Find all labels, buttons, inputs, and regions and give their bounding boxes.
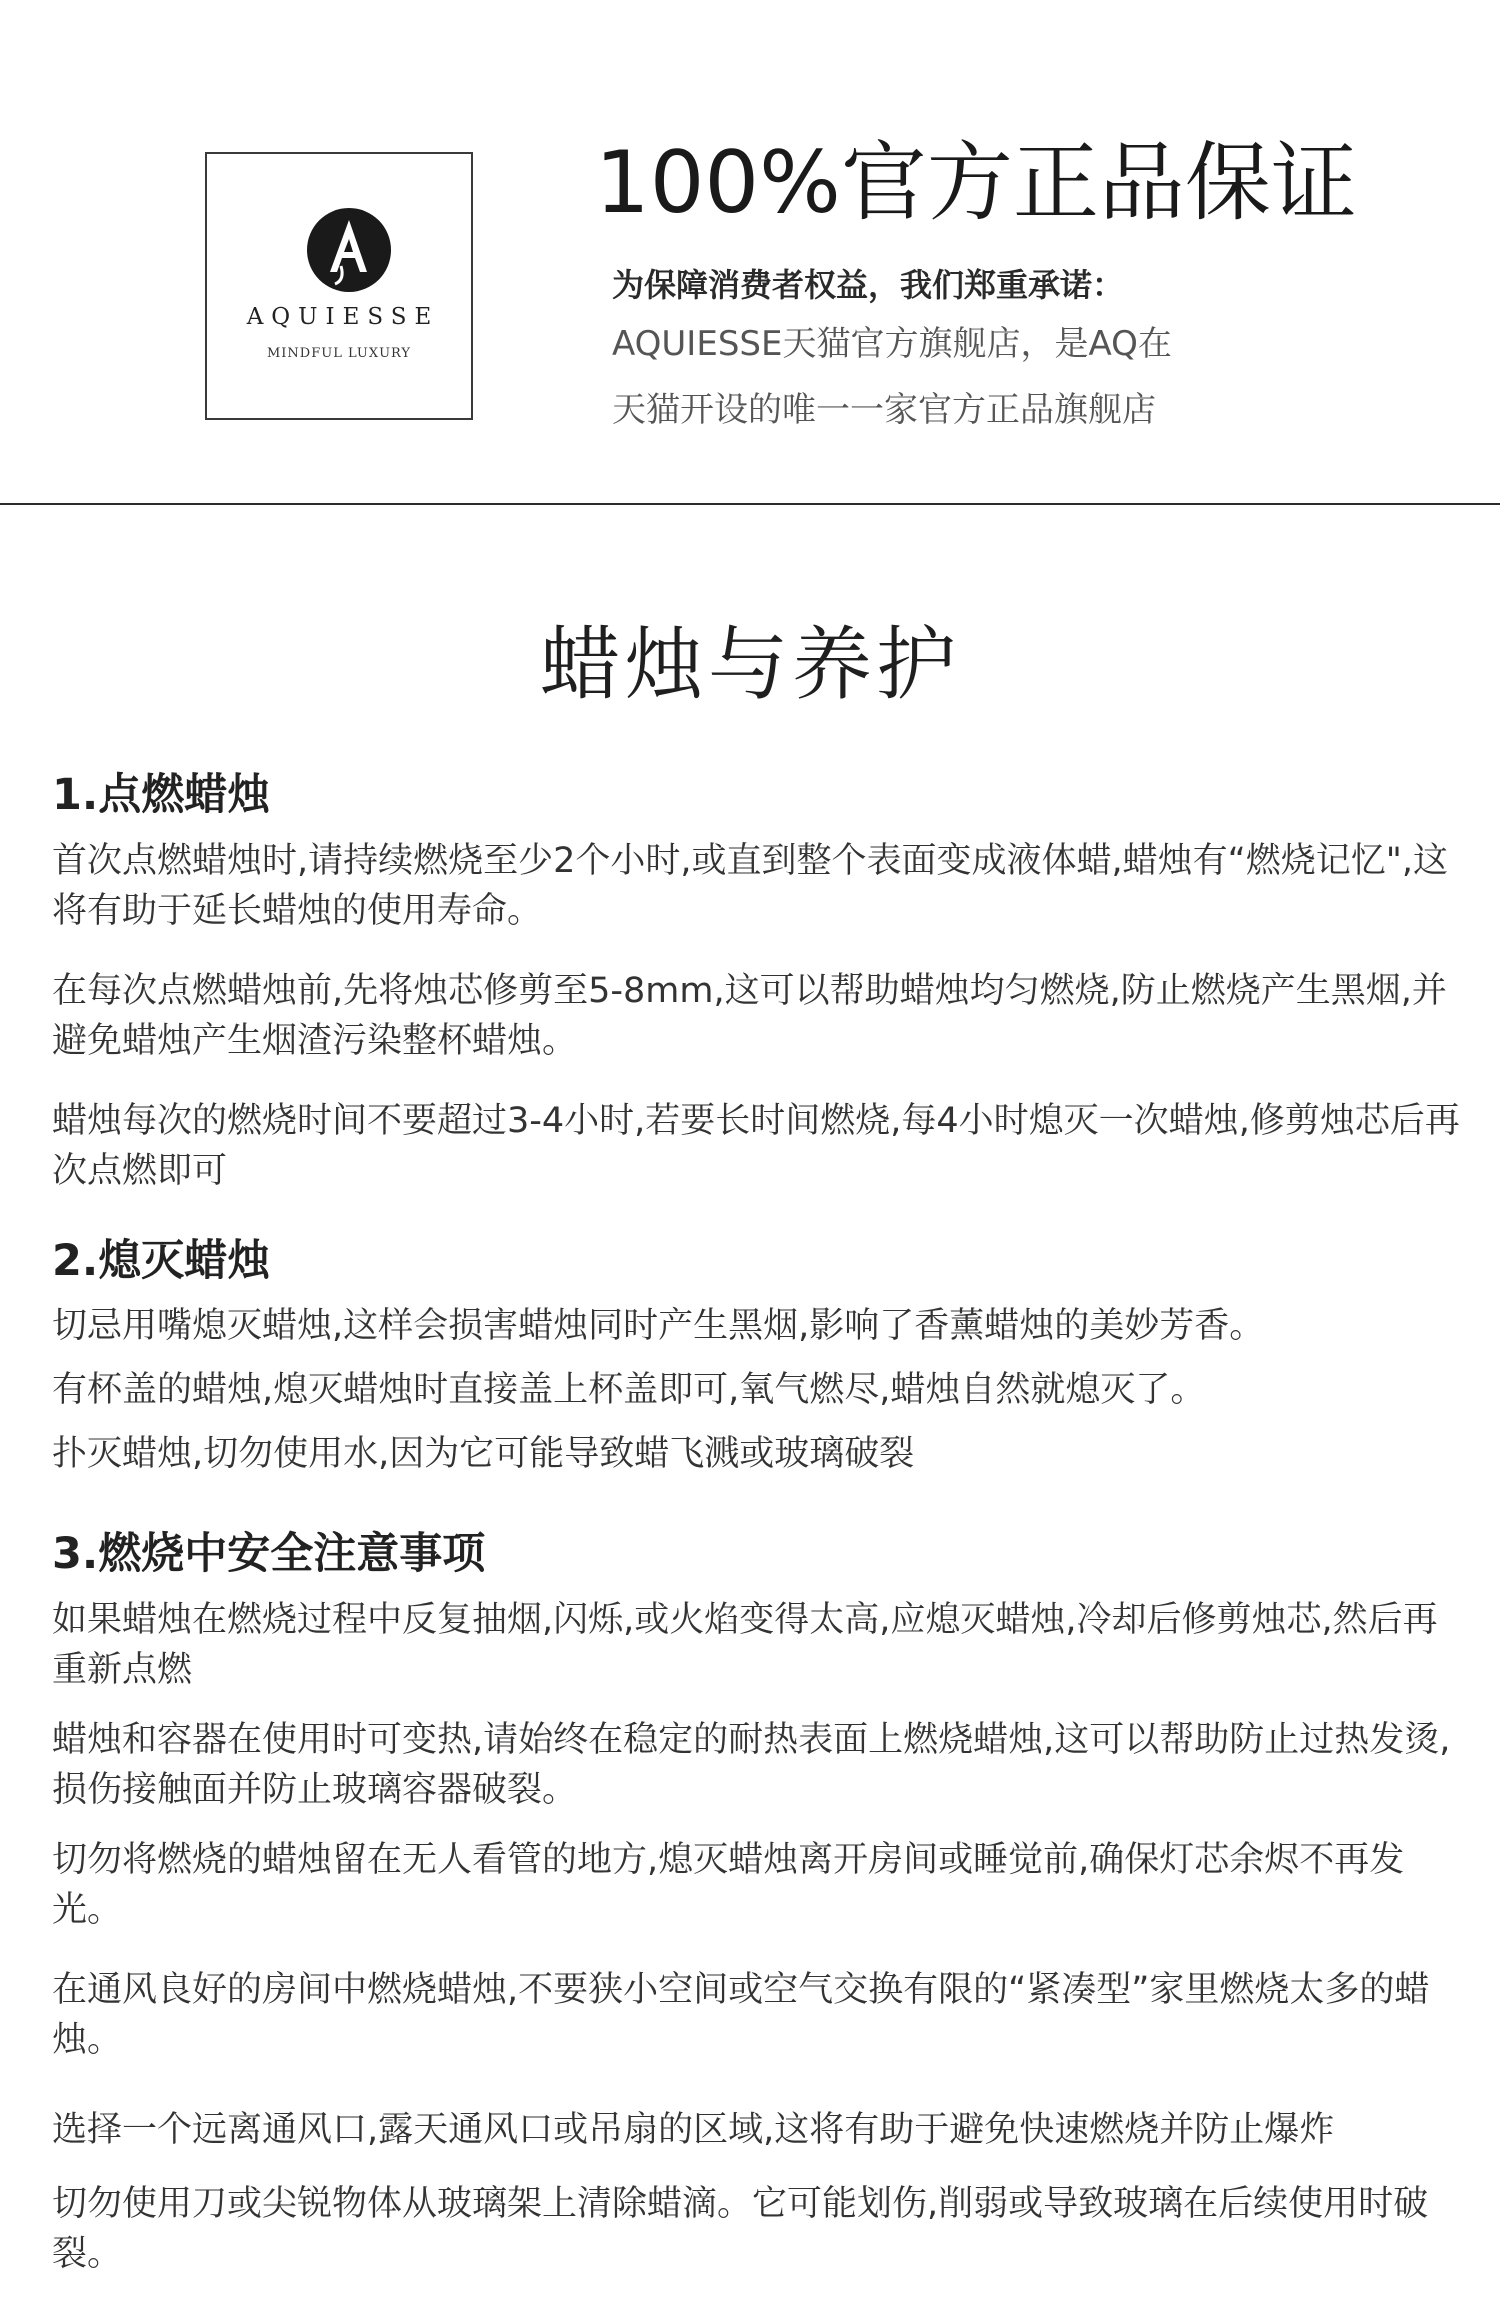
care-content: [52, 770, 1462, 2279]
paragraph: 如果蜡烛在燃烧过程中反复抽烟,闪烁,或火焰变得太高,应熄灭蜡烛,冷却后修剪烛芯,然后再重新点燃: [52, 1599, 1438, 1690]
header-divider: [0, 503, 1500, 505]
section-heading-extinguish: 2.熄灭蜡烛: [52, 1235, 271, 1286]
paragraph: 扑灭蜡烛,切勿使用水,因为它可能导致蜡飞溅或玻璃破裂: [52, 1434, 915, 1475]
section-heading-light: 1.点燃蜡烛: [52, 770, 271, 820]
brand-name: AQUIESSE: [246, 304, 440, 330]
paragraph: 蜡烛每次的燃烧时间不要超过3-4小时,若要长时间燃烧,每4小时熄灭一次蜡烛,修剪烛芯后再次点燃即可: [52, 1100, 1460, 1191]
guarantee-title: 100%官方正品保证: [595, 133, 1357, 233]
guarantee-subtitle: 为保障消费者权益，我们郑重承诺：: [612, 266, 1125, 304]
guarantee-line-1: AQUIESSE天猫官方旗舰店，是AQ在: [612, 324, 1172, 364]
page-title: 蜡烛与养护: [540, 618, 960, 711]
paragraph: 切勿将燃烧的蜡烛留在无人看管的地方,熄灭蜡烛离开房间或睡觉前,确保灯芯余烬不再发光。: [52, 1839, 1405, 1930]
guarantee-line-2: 天猫开设的唯一一家官方正品旗舰店: [612, 390, 1156, 430]
paragraph: 切勿使用刀或尖锐物体从玻璃架上清除蜡滴。它可能划伤,削弱或导致玻璃在后续使用时破裂。: [52, 2183, 1429, 2274]
paragraph: 有杯盖的蜡烛,熄灭蜡烛时直接盖上杯盖即可,氧气燃尽,蜡烛自然就熄灭了。: [52, 1370, 1206, 1411]
brand-logo-icon: [305, 206, 393, 294]
paragraph: 切忌用嘴熄灭蜡烛,这样会损害蜡烛同时产生黑烟,影响了香薰蜡烛的美妙芳香。: [52, 1306, 1265, 1347]
paragraph: 在通风良好的房间中燃烧蜡烛,不要狭小空间或空气交换有限的“紧凑型”家里燃烧太多的蜡烛。: [52, 1969, 1430, 2060]
paragraph: 首次点燃蜡烛时,请持续燃烧至少2个小时,或直到整个表面变成液体蜡,蜡烛有“燃烧记忆",这将有助于延长蜡烛的使用寿命。: [52, 840, 1449, 931]
paragraph: 选择一个远离通风口,露天通风口或吊扇的区域,这将有助于避免快速燃烧并防止爆炸: [52, 2109, 1335, 2150]
paragraph: 在每次点燃蜡烛前,先将烛芯修剪至5-8mm,这可以帮助蜡烛均匀燃烧,防止燃烧产生黑烟,并避免蜡烛产生烟渣污染整杯蜡烛。: [52, 970, 1447, 1061]
paragraph: 蜡烛和容器在使用时可变热,请始终在稳定的耐热表面上燃烧蜡烛,这可以帮助防止过热发烫,损伤接触面并防止玻璃容器破裂。: [52, 1719, 1451, 1810]
brand-tagline: MINDFUL LUXURY: [266, 346, 412, 361]
brand-logo: [205, 152, 473, 420]
section-heading-safety: 3.燃烧中安全注意事项: [52, 1529, 486, 1580]
